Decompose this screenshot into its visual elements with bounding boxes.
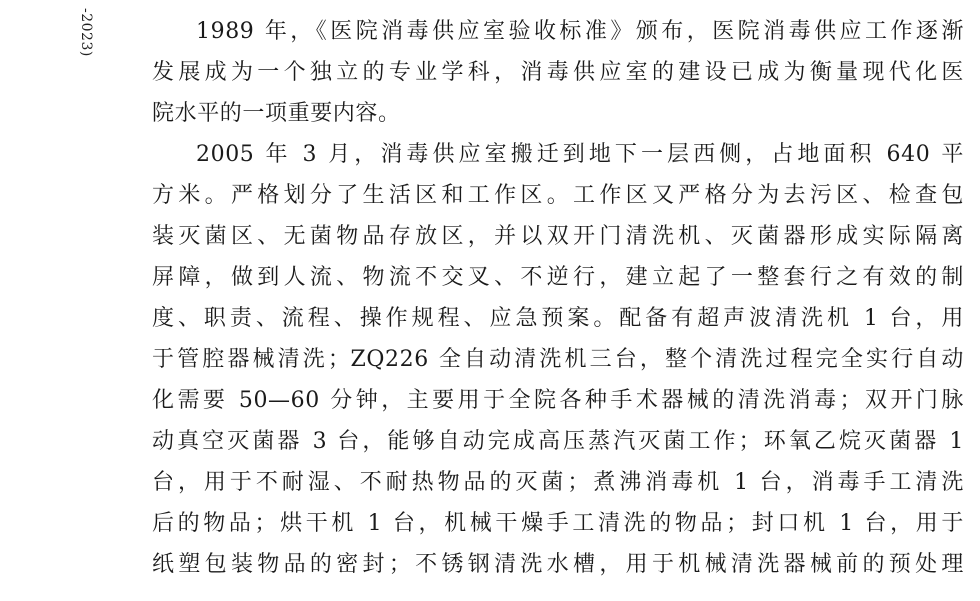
page-margin-label: -2023) [78,8,94,57]
text-line: 屏障，做到人流、物流不交叉、不逆行，建立起了一整套行之有效的制 [152,265,964,290]
document-body [152,16,964,590]
text-line: 纸塑包装物品的密封；不锈钢清洗水槽，用于机械清洗器械前的预处理 [152,552,964,577]
text-line: 后的物品；烘干机 1 台，机械干燥手工清洗的物品；封口机 1 台，用于 [152,511,964,536]
text-line: 发展成为一个独立的专业学科，消毒供应室的建设已成为衡量现代化医 [152,60,964,85]
text-line: 1989 年，《医院消毒供应室验收标准》颁布，医院消毒供应工作逐渐 [196,19,964,44]
text-line: 于管腔器械清洗；ZQ226 全自动清洗机三台，整个清洗过程完全实行自动 [152,347,964,372]
text-line: 动真空灭菌器 3 台，能够自动完成高压蒸汽灭菌工作；环氧乙烷灭菌器 1 [152,429,964,454]
text-line: 化需要 50—60 分钟，主要用于全院各种手术器械的清洗消毒；双开门脉 [152,388,964,413]
text-line: 度、职责、流程、操作规程、应急预案。配备有超声波清洗机 1 台，用 [152,306,964,331]
paragraph-2005 [152,139,964,590]
text-line: 台，用于不耐湿、不耐热物品的灭菌；煮沸消毒机 1 台，消毒手工清洗 [152,470,964,495]
paragraph-1989 [152,16,964,139]
text-line: 院水平的一项重要内容。 [152,101,401,126]
text-line: 2005 年 3 月，消毒供应室搬迁到地下一层西侧，占地面积 640 平 [196,142,964,167]
text-line: 方米。严格划分了生活区和工作区。工作区又严格分为去污区、检查包 [152,183,964,208]
text-line: 装灭菌区、无菌物品存放区，并以双开门清洗机、灭菌器形成实际隔离 [152,224,964,249]
